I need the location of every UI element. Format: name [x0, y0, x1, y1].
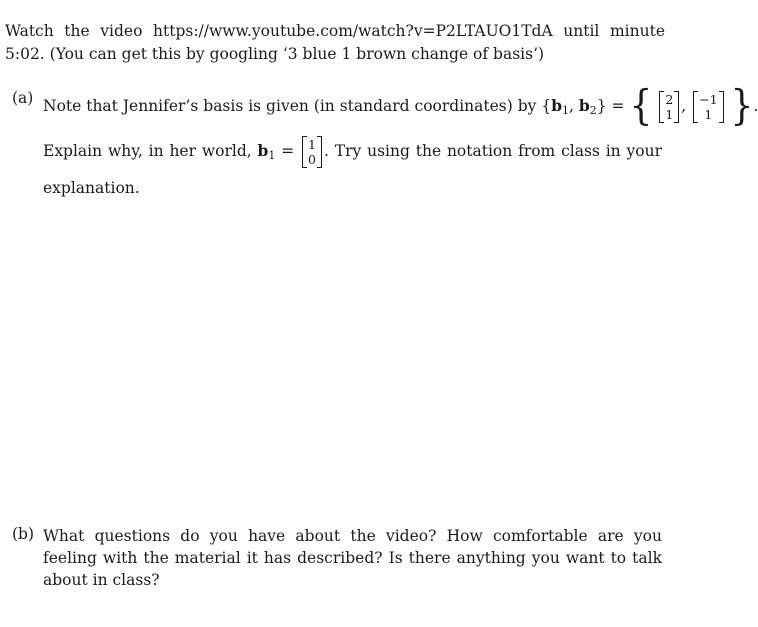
part-a-explain: Explain why, in her world, $b_1$ = 1 0 . Try using the notation from class in your explanation. [43, 137, 662, 197]
basis-intro-text: Note that Jennifer’s basis is given (in standard coordinates) by [43, 97, 537, 115]
intro-paragraph: Watch the video https://www.youtube.com/watch?v=P2LTAUO1TdA until minute 5:02. (You can get this by googling ‘3 blue 1 brown change of basis’) [5, 22, 665, 63]
part-a-label: (a) [12, 89, 34, 107]
part-b-text: What questions do you have about the video? How comfortable are you feeling with the material it has described? Is there anything you want to talk about in class? [43, 527, 662, 589]
basis-vector-2: −1 1 [693, 91, 723, 123]
basis-set-open-brace: { [629, 82, 653, 130]
basis-set-notation: {$b_1$, $b_2$} = [541, 96, 630, 117]
part-b-label: (b) [12, 525, 35, 543]
part-a-basis-line: Note that Jennifer’s basis is given (in standard coordinates) by {$b_1$, $b_2$} = { 2 1 , −1 1 }. [43, 82, 758, 130]
part-a-body [43, 82, 758, 204]
basis-set-close-brace: } [730, 82, 754, 130]
vector-separator: , [681, 97, 687, 115]
basis-vector-1: 2 1 [659, 91, 679, 123]
b1-vector: 1 0 [302, 136, 322, 168]
